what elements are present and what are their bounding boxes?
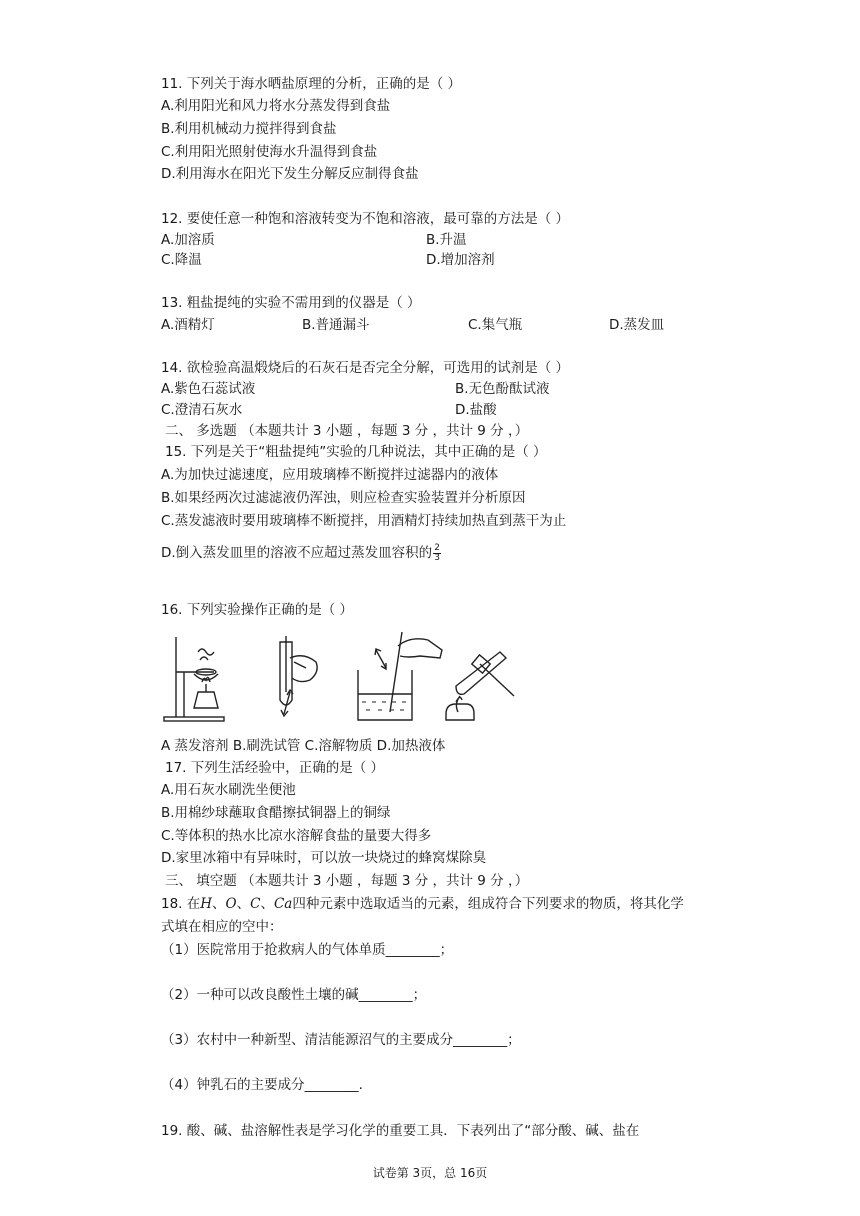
q11-option-b: B.利用机械动力搅拌得到食盐 (161, 121, 337, 137)
q16-options: A 蒸发溶剂 B.刷洗试管 C.溶解物质 D.加热液体 (161, 738, 446, 754)
q18-part-1: （1）医院常用于抢救病人的气体单质________； (161, 942, 454, 958)
q16-stem: 16. 下列实验操作正确的是（ ） (161, 602, 354, 618)
fraction-two-thirds (433, 544, 441, 563)
q18-part-3: （3）农村中一种新型、清洁能源沼气的主要成分________； (161, 1032, 521, 1048)
evaporate-solvent-illustration (158, 632, 230, 724)
element-c: C (250, 896, 261, 912)
heat-liquid-illustration (440, 636, 520, 724)
element-o: O (225, 896, 237, 912)
element-ca: Ca (273, 896, 293, 912)
q15-option-d (161, 543, 441, 563)
q15-option-d-text: D.倒入蒸发皿里的溶液不应超过蒸发皿容积的 (161, 545, 433, 561)
q17-option-b: B.用棉纱球蘸取食醋擦拭铜器上的铜绿 (161, 805, 391, 821)
q11-option-d: D.利用海水在阳光下发生分解反应制得食盐 (161, 166, 419, 182)
q12-option-d: D.增加溶剂 (426, 252, 495, 268)
q14-option-d: D.盐酸 (455, 402, 497, 418)
page-footer: 试卷第 3页，总 16页 (372, 1166, 488, 1180)
q17-stem: 17. 下列生活经验中，正确的是（ ） (165, 760, 385, 776)
q15-option-a: A.为加快过滤速度，应用玻璃棒不断搅拌过滤器内的液体 (161, 467, 499, 483)
q18-stem (161, 894, 684, 914)
q15-option-c: C.蒸发滤液时要用玻璃棒不断搅拌，用酒精灯持续加热直到蒸干为止 (161, 513, 567, 529)
wash-test-tube-illustration (260, 632, 324, 724)
q14-option-c: C.澄清石灰水 (161, 402, 243, 418)
q11-stem: 11. 下列关于海水晒盐原理的分析，正确的是（ ） (161, 76, 462, 92)
fraction-numerator: 2 (434, 542, 440, 553)
q18-part-2: （2）一种可以改良酸性土壤的碱________； (161, 987, 427, 1003)
q19-stem: 19. 酸、碱、盐溶解性表是学习化学的重要工具．下表列出了“部分酸、碱、盐在 (161, 1123, 640, 1139)
dissolve-substance-illustration (350, 628, 446, 724)
q13-option-c: C.集气瓶 (468, 317, 523, 333)
q18-stem-prefix: 18. 在 (161, 896, 201, 912)
q17-option-a: A.用石灰水刷洗坐便池 (161, 782, 296, 798)
q13-option-d: D.蒸发皿 (609, 317, 665, 333)
fraction-denominator: 3 (434, 552, 440, 563)
q13-option-b: B.普通漏斗 (302, 317, 370, 333)
q12-option-c: C.降温 (161, 252, 202, 268)
q12-option-a: A.加溶质 (161, 232, 215, 248)
q15-option-b: B.如果经两次过滤滤液仍浑浊，则应检查实验装置并分析原因 (161, 490, 526, 506)
q11-option-a: A.利用阳光和风力将水分蒸发得到食盐 (161, 98, 391, 114)
q15-stem: 15. 下列是关于“粗盐提纯”实验的几种说法，其中正确的是（ ） (165, 444, 547, 460)
q17-option-d: D.家里冰箱中有异味时，可以放一块烧过的蜂窝煤除臭 (161, 850, 487, 866)
q12-option-b: B.升温 (426, 232, 467, 248)
q14-option-b: B.无色酚酞试液 (455, 381, 550, 397)
separator: 、 (260, 896, 274, 912)
q13-option-a: A.酒精灯 (161, 317, 215, 333)
q14-option-a: A.紫色石蕊试液 (161, 381, 256, 397)
section-heading-multiple-choice: 二、 多选题 （本题共计 3 小题 ，每题 3 分 ，共计 9 分 ，） (165, 423, 529, 439)
q11-option-c: C.利用阳光照射使海水升温得到食盐 (161, 144, 378, 160)
q18-stem-line2: 式填在相应的空中： (161, 919, 283, 935)
q12-stem: 12. 要使任意一种饱和溶液转变为不饱和溶液，最可靠的方法是（ ） (161, 211, 570, 227)
separator: 、 (236, 896, 251, 912)
element-h: H (200, 896, 213, 912)
section-heading-fill-in: 三、 填空题 （本题共计 3 小题 ，每题 3 分 ，共计 9 分 ，） (165, 873, 529, 889)
q13-stem: 13. 粗盐提纯的实验不需用到的仪器是（ ） (161, 295, 421, 311)
separator: 、 (212, 896, 226, 912)
q18-part-4: （4）钟乳石的主要成分________. (161, 1077, 363, 1093)
q14-stem: 14. 欲检验高温煅烧后的石灰石是否完全分解，可选用的试剂是（ ） (161, 360, 570, 376)
q18-stem-suffix: 四种元素中选取适当的元素，组成符合下列要求的物质，将其化学 (292, 896, 684, 912)
q17-option-c: C.等体积的热水比凉水溶解食盐的量要大得多 (161, 828, 432, 844)
